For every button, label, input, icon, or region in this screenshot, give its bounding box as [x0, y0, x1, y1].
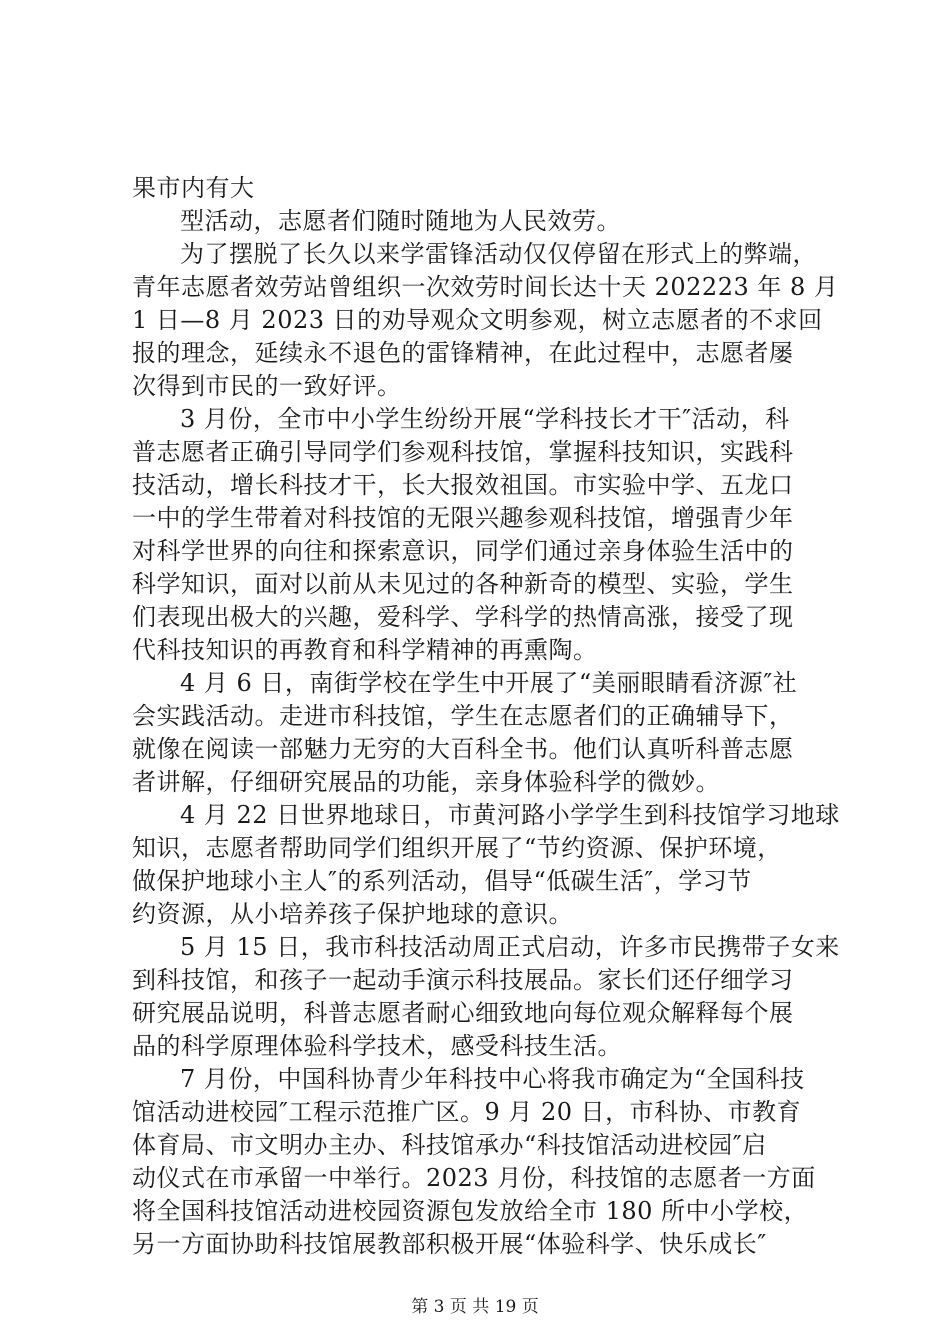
paragraph-start-line: 3 月份，全市中小学生纷纷开展“学科技长才干″活动，科: [180, 405, 790, 433]
text-line: 品的科学原理体验科学技术，感受科技生活。: [132, 1032, 622, 1060]
text-line: 将全国科技馆活动进校园资源包发放给全市 180 所中小学校，: [132, 1197, 809, 1225]
text-line: 者讲解，仔细研究展品的功能，亲身体验科学的微妙。: [132, 768, 720, 796]
text-line: 约资源，从小培养孩子保护地球的意识。: [132, 900, 573, 928]
text-line: 另一方面协助科技馆展教部积极开展“体验科学、快乐成长″: [132, 1230, 767, 1258]
paragraph-start-line: 4 月 22 日世界地球日，市黄河路小学学生到科技馆学习地球: [180, 801, 840, 829]
text-line: 体育局、市文明办主办、科技馆承办“科技馆活动进校园″启: [132, 1131, 767, 1159]
text-line: 馆活动进校园″工程示范推广区。9 月 20 日，市科协、市教育: [132, 1098, 802, 1126]
text-line: 做保护地球小主人″的系列活动，倡导“低碳生活″，学习节: [132, 867, 752, 895]
text-line: 代科技知识的再教育和科学精神的再熏陶。: [132, 636, 598, 664]
paragraph-start-line: 4 月 6 日，南街学校在学生中开展了“美丽眼睛看济源″社: [180, 669, 798, 697]
text-line: 研究展品说明，科普志愿者耐心细致地向每位观众解释每个展: [132, 999, 794, 1027]
text-line: 们表现出极大的兴趣，爱科学、学科学的热情高涨，接受了现: [132, 603, 794, 631]
paragraph-start-line: 7 月份，中国科协青少年科技中心将我市确定为“全国科技: [180, 1065, 805, 1093]
text-line: 报的理念，延续永不退色的雷锋精神，在此过程中，志愿者屡: [132, 339, 794, 367]
text-line: 知识，志愿者帮助同学们组织开展了“节约资源、保护环境，: [132, 834, 782, 862]
paragraph-start-line: 为了摆脱了长久以来学雷锋活动仅仅停留在形式上的弊端，: [180, 240, 817, 268]
text-line: 会实践活动。走进市科技馆，学生在志愿者们的正确辅导下，: [132, 702, 794, 730]
text-line: 次得到市民的一致好评。: [132, 372, 402, 400]
text-line: 动仪式在市承留一中举行。2023 月份，科技馆的志愿者一方面: [132, 1164, 816, 1192]
paragraph-start-line: 5 月 15 日，我市科技活动周正式启动，许多市民携带子女来: [180, 933, 840, 961]
text-line: 到科技馆，和孩子一起动手演示科技展品。家长们还仔细学习: [132, 966, 794, 994]
text-line: 青年志愿者效劳站曾组织一次效劳时间长达十天 202223 年 8 月: [132, 273, 839, 301]
text-line: 对科学世界的向往和探索意识，同学们通过亲身体验生活中的: [132, 537, 794, 565]
text-line: 型活动，志愿者们随时随地为人民效劳。: [180, 207, 621, 235]
document-body: [132, 172, 840, 1261]
text-line: 就像在阅读一部魅力无穷的大百科全书。他们认真听科普志愿: [132, 735, 794, 763]
text-line: 果市内有大: [132, 174, 255, 202]
page-number-footer: 第 3 页 共 19 页: [411, 1297, 539, 1317]
text-line: 1 日—8 月 2023 日的劝导观众文明参观，树立志愿者的不求回: [132, 306, 823, 334]
text-line: 技活动，增长科技才干，长大报效祖国。市实验中学、五龙口: [132, 471, 794, 499]
text-line: 科学知识，面对以前从未见过的各种新奇的模型、实验，学生: [132, 570, 794, 598]
text-line: 一中的学生带着对科技馆的无限兴趣参观科技馆，增强青少年: [132, 504, 794, 532]
text-line: 普志愿者正确引导同学们参观科技馆，掌握科技知识，实践科: [132, 438, 794, 466]
